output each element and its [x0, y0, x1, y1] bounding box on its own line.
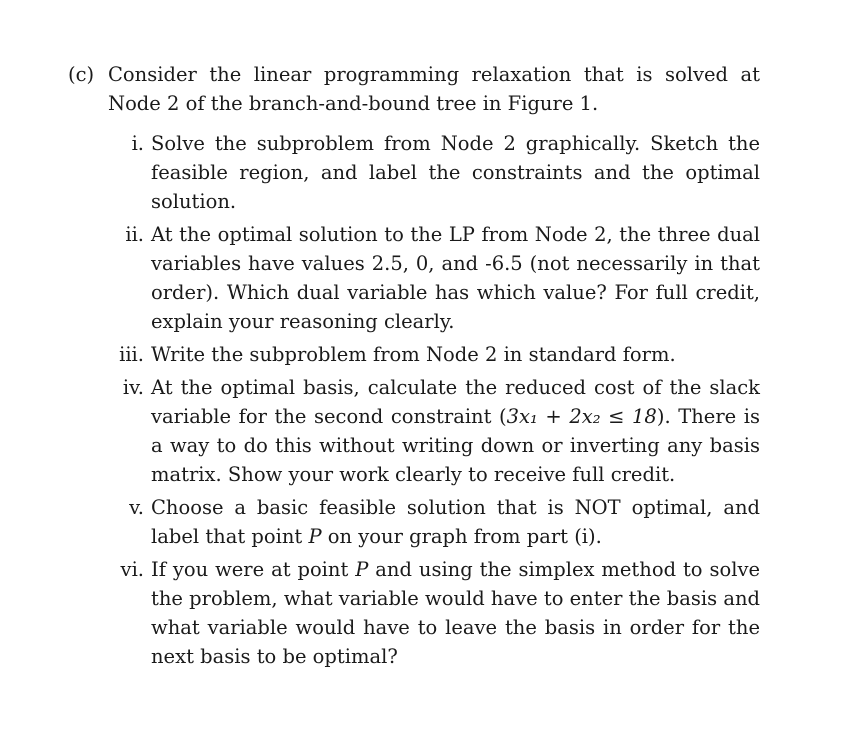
point-p-math: P: [308, 525, 322, 548]
item-text: [151, 493, 760, 551]
item-text-before: At the optimal basis, calculate the reduced cost of the slack variable for the second constraint (: [151, 376, 760, 428]
sub-question-i: [108, 129, 760, 216]
item-label: ii.: [125, 223, 144, 246]
sub-question-iii: [108, 340, 760, 369]
sub-question-iv: [108, 373, 760, 489]
constraint-math: 3x₁ + 2x₂ ≤ 18: [506, 405, 657, 428]
item-text: Write the subproblem from Node 2 in standard form.: [151, 343, 676, 366]
sub-question-ii: [108, 220, 760, 336]
part-text: Consider the linear programming relaxation that is solved at Node 2 of the branch-and-bound tree in Figure 1.: [108, 63, 760, 115]
item-text: [151, 373, 760, 489]
item-text-before: Choose a basic feasible solution that is NOT optimal, and label that point: [151, 496, 760, 548]
item-text-before: If you were at point: [151, 558, 356, 581]
item-text: At the optimal solution to the LP from Node 2, the three dual variables have values 2.5, 0, and -6.5 (not necessarily in that order). Which dual variable has which value? For full credit, explain your reasoning clearly.: [151, 223, 760, 333]
item-label: v.: [129, 496, 144, 519]
sub-question-vi: [108, 555, 760, 671]
item-text-after: on your graph from part (i).: [321, 525, 602, 548]
item-label: iv.: [122, 376, 144, 399]
sub-question-list: [108, 129, 760, 675]
item-text: [151, 555, 760, 671]
question-part-c: [68, 60, 760, 118]
item-text-after: ). There is a way to do this without writing down or inverting any basis matrix. Show your work clearly to receive full credit.: [151, 405, 760, 486]
item-label: i.: [131, 132, 144, 155]
part-label: (c): [68, 63, 95, 86]
item-text-after: and using the simplex method to solve the problem, what variable would have to enter the basis and what variable would have to leave the basis in order for the next basis to be optimal?: [151, 558, 761, 668]
item-text: Solve the subproblem from Node 2 graphically. Sketch the feasible region, and label the constraints and the optimal solution.: [151, 132, 760, 213]
sub-question-v: [108, 493, 760, 551]
item-label: iii.: [119, 343, 144, 366]
point-p-math: P: [355, 558, 369, 581]
item-label: vi.: [120, 558, 144, 581]
